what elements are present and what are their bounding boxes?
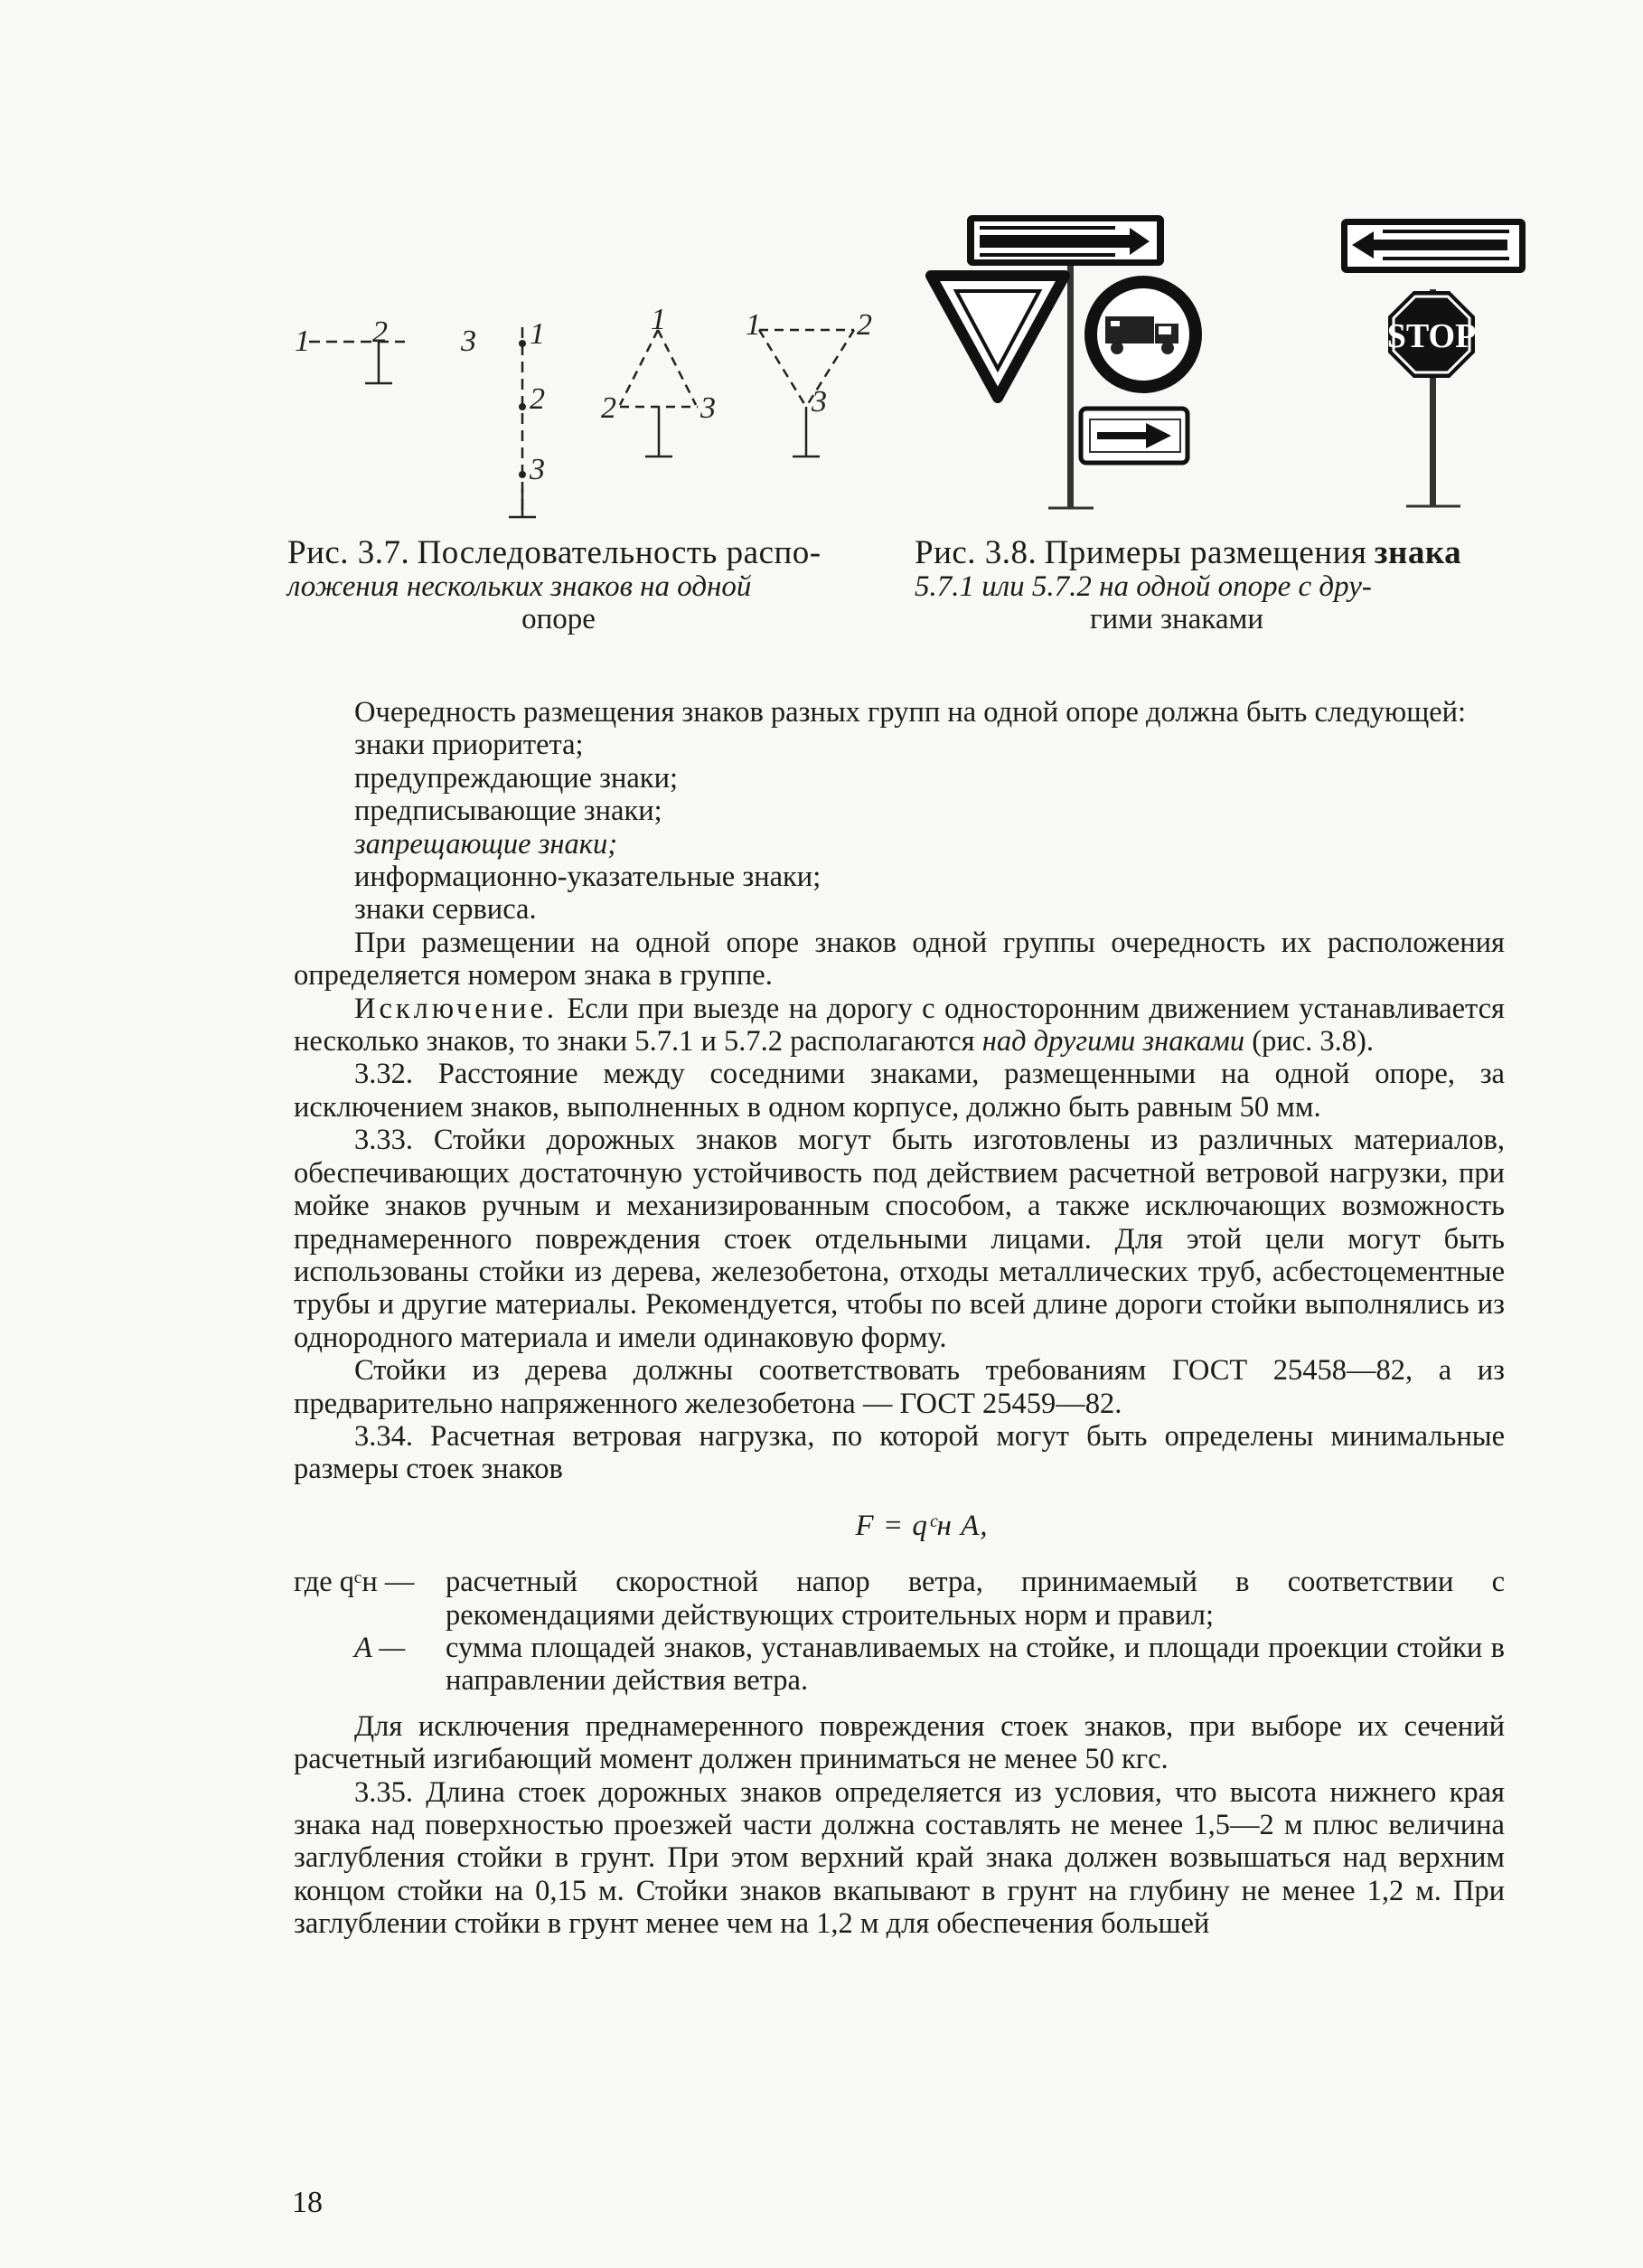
stop-text: STOP [1386, 317, 1477, 355]
caption-3-7-line1: Последовательность распо- [417, 534, 822, 571]
sign-group-list [294, 729, 1505, 926]
vert-label-1: 1 [530, 317, 545, 351]
triup-label-3: 3 [700, 391, 716, 425]
caption-3-7-lead: Рис. 3.7. [287, 534, 410, 571]
list-item: знаки приоритета; [354, 729, 584, 762]
paragraph-bending-moment: Для исключения преднамеренного повреждения стоек знаков, при выборе их сечений расчетный изгибающий момент должен приниматься не менее 50 кгс. [294, 1709, 1505, 1776]
formula: F = qᶜн A, [855, 1509, 989, 1542]
definition-q [294, 1566, 1505, 1632]
caption-3-7-line3: опоре [521, 603, 596, 635]
tridown-label-2: 2 [857, 308, 872, 342]
triup-label-1: 1 [651, 307, 666, 336]
caption-3-8 [915, 534, 1502, 635]
list-item: информационно-указательные знаки; [354, 861, 822, 894]
tridown-label-1: 1 [746, 308, 761, 342]
paragraph-3-33: 3.33. Стойки дорожных знаков могут быть изготовлены из различных материалов, обеспечивающих достаточную устойчивость под действием расчетной ветровой нагрузки, при мойке знаков ручным и механизированным способом, а также исключающих возможность преднамеренного повреждения стоек отдельными лицами. Для этой цели могут быть использованы стойки из дерева, железобетона, отходы металлических труб, асбестоцементные трубы и другие материалы. Рекомендуется, чтобы по всей длине дороги стойки выполнялись из однородного материала и имели одинаковую форму. [294, 1124, 1505, 1354]
caption-3-7 [287, 534, 884, 635]
caption-3-7-line2: ложения нескольких знаков на одной [287, 570, 752, 603]
exception-end: (рис. 3.8). [1252, 1025, 1374, 1059]
triup-label-2: 2 [601, 391, 616, 425]
body-text [294, 696, 1505, 1941]
arrow-plate [1081, 409, 1188, 463]
chain-label-3: 3 [461, 325, 476, 358]
definition-q-symbol: где qᶜн — [294, 1566, 415, 1599]
definition-q-text: расчетный скоростной напор ветра, принимаемый в соответствии с рекомендациями действующих строительных норм и правил; [446, 1566, 1505, 1632]
list-item: предписывающие знаки; [354, 795, 662, 828]
chain-label-1: 1 [295, 325, 310, 358]
paragraph-same-group: При размещении на одной опоре знаков одной группы очередность их расположения определяется номером знака в группе. [294, 926, 1505, 993]
sign-group-left [931, 215, 1196, 508]
vert-label-2: 2 [530, 382, 545, 416]
definition-a-text: сумма площадей знаков, устанавливаемых на стойке, и площади проекции стойки в направлении действия ветра. [446, 1631, 1505, 1698]
exception-italic: над другими знаками [981, 1025, 1245, 1059]
caption-3-8-bold: знака [1374, 534, 1462, 571]
paragraph-gost: Стойки из дерева должны соответствовать требованиям ГОСТ 25458—82, а из предварительно напряженного железобетона — ГОСТ 25459—82. [294, 1354, 1505, 1420]
page-number: 18 [292, 2186, 323, 2219]
definition-a-symbol: A — [354, 1631, 406, 1664]
paragraph-exception [294, 993, 1505, 1059]
exception-label: Исключение. [354, 992, 559, 1025]
definition-a [294, 1632, 1505, 1698]
one-way-sign-right [1341, 219, 1526, 273]
list-item: запрещающие знаки; [354, 827, 618, 861]
paragraph-3-35: 3.35. Длина стоек дорожных знаков определяется из условия, что высота нижнего края знака над поверхностью проезжей части должна составлять не менее 1,5—2 м плюс величина заглубления стойки в грунт. При этом верхний край знака должен возвышаться над верхним концом стойки на 0,15 м. Стойки знаков вкапывают в грунт на глубину не менее 1,2 м. При заглублении стойки в грунт менее чем на 1,2 м для обеспечения большей [294, 1775, 1505, 1941]
paragraph-order: Очередность размещения знаков разных групп на одной опоре должна быть следующей: [354, 696, 1467, 729]
list-item: знаки сервиса. [354, 893, 537, 927]
caption-3-8-line3: гими знаками [1089, 603, 1264, 635]
exception-text: Если при выезде на дорогу с односторонним движением устанавливается несколько знаков, то знаки 5.7.1 и 5.7.2 располагаются [294, 992, 1506, 1059]
caption-3-8-line2: 5.7.1 или 5.7.2 на одной опоре с дру- [915, 570, 1372, 603]
figure-3-7 [289, 307, 922, 542]
chain-label-2: 2 [372, 315, 388, 349]
caption-3-8-line1: Примеры размещения [1044, 534, 1367, 571]
no-trucks-sign [1091, 282, 1196, 387]
paragraph-3-32: 3.32. Расстояние между соседними знаками, размещенными на одной опоре, за исключением знаков, выполненных в одном корпусе, должно быть равным 50 мм. [294, 1058, 1505, 1124]
tridown-label-3: 3 [812, 385, 827, 419]
sign-group-right [1341, 219, 1526, 506]
stop-sign [1387, 291, 1477, 378]
caption-3-8-lead: Рис. 3.8. [915, 534, 1037, 571]
vert-label-3: 3 [530, 453, 545, 486]
paragraph-3-34: 3.34. Расчетная ветровая нагрузка, по которой могут быть определены минимальные размеры стоек знаков [294, 1419, 1505, 1486]
list-item: предупреждающие знаки; [354, 761, 679, 795]
yield-sign [931, 276, 1065, 398]
one-way-sign [967, 215, 1164, 266]
figure-3-8 [913, 208, 1545, 524]
